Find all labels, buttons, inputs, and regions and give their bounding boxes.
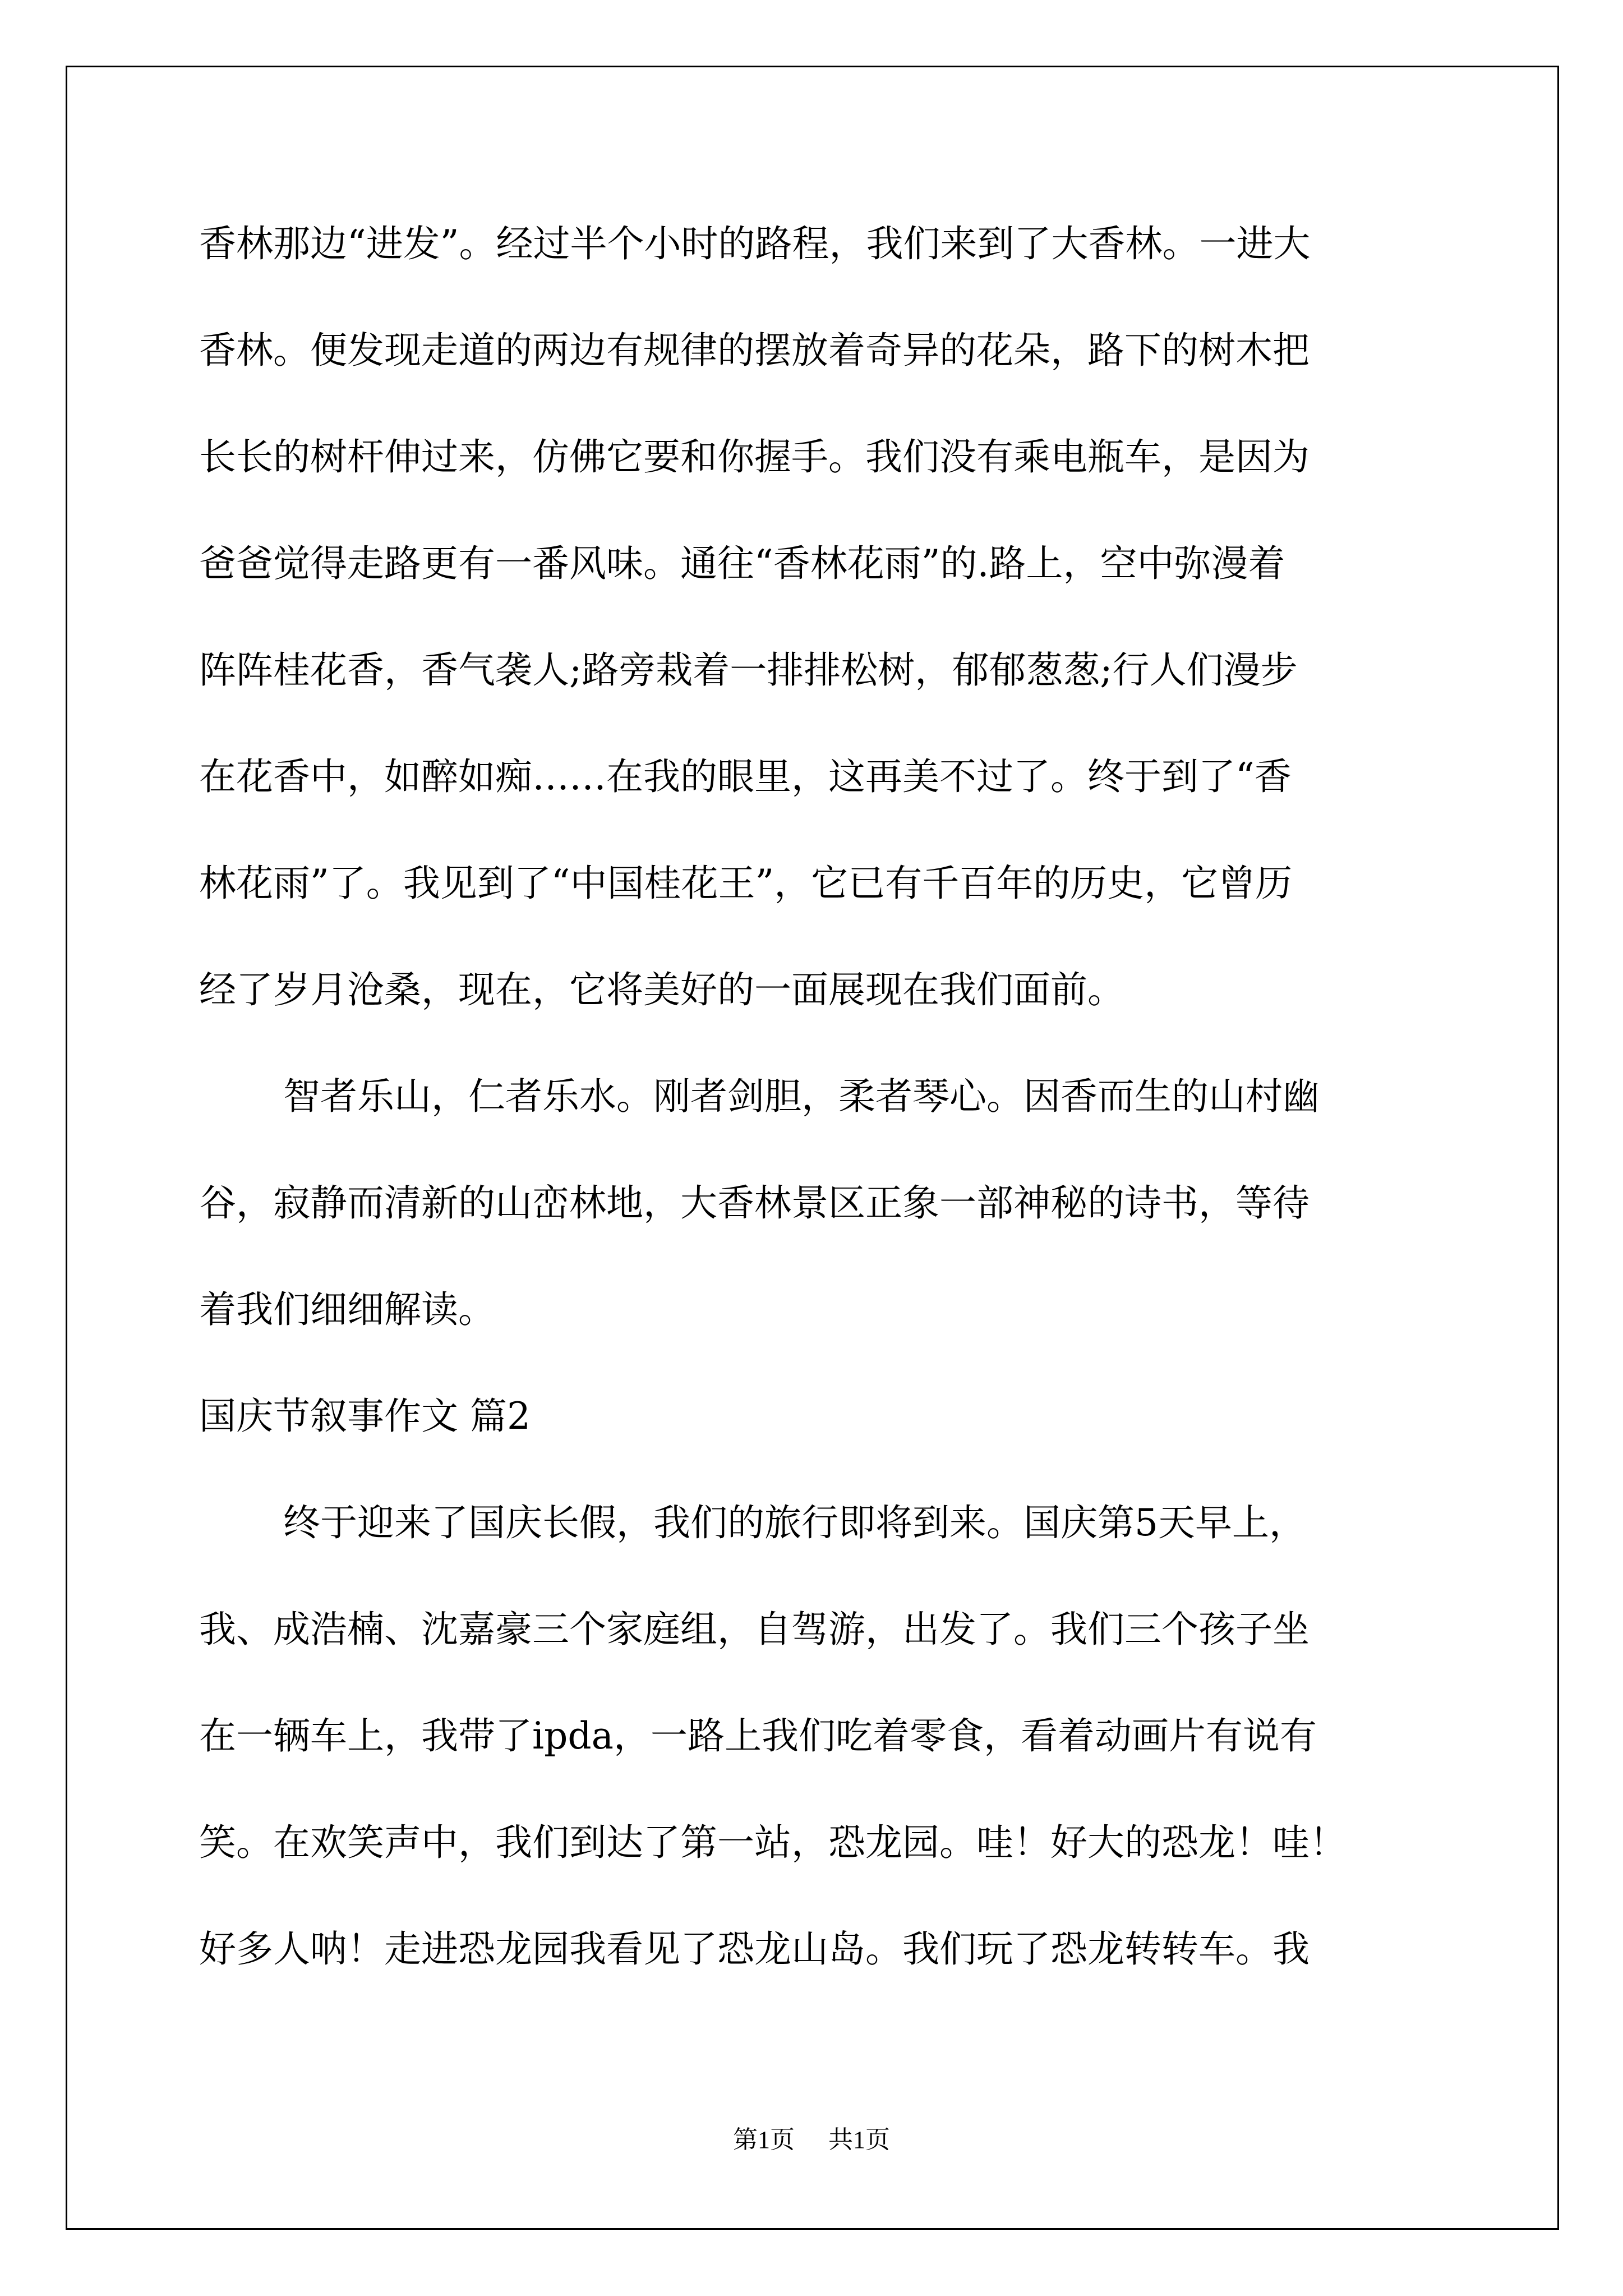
text-line: 笑。在欢笑声中，我们到达了第一站，恐龙园。哇！好大的恐龙！哇！: [199, 1821, 1347, 1864]
paragraph-start: 终于迎来了国庆长假，我们的旅行即将到来。国庆第5天早上，: [283, 1501, 1306, 1544]
page-number-current: 第1页: [733, 2126, 795, 2154]
page-number-total: 共1页: [828, 2126, 890, 2154]
text-line: 我、成浩楠、沈嘉豪三个家庭组，自驾游，出发了。我们三个孩子坐: [199, 1608, 1310, 1651]
text-line: 在花香中，如醉如痴……在我的眼里，这再美不过了。终于到了“香: [199, 755, 1292, 798]
text-line: 长长的树杆伸过来，仿佛它要和你握手。我们没有乘电瓶车，是因为: [199, 435, 1310, 478]
text-line: 爸爸觉得走路更有一番风味。通往“香林花雨”的.路上，空中弥漫着: [199, 542, 1285, 585]
text-line: 香林。便发现走道的两边有规律的摆放着奇异的花朵，路下的树木把: [199, 329, 1310, 372]
section-heading: 国庆节叙事作文 篇2: [199, 1395, 531, 1438]
page-footer: [0, 2119, 1623, 2155]
paragraph-start: 智者乐山，仁者乐水。刚者剑胆，柔者琴心。因香而生的山村幽: [283, 1075, 1320, 1118]
document-body: [199, 213, 1433, 2025]
text-line: 经了岁月沧桑，现在，它将美好的一面展现在我们面前。: [199, 968, 1124, 1011]
text-line: 香林那边“进发”。经过半个小时的路程，我们来到了大香林。一进大: [199, 222, 1311, 265]
text-line: 林花雨”了。我见到了“中国桂花王”，它已有千百年的历史，它曾历: [199, 862, 1293, 905]
text-line: 好多人呐！走进恐龙园我看见了恐龙山岛。我们玩了恐龙转转车。我: [199, 1927, 1310, 1971]
text-line: 阵阵桂花香，香气袭人;路旁栽着一排排松树，郁郁葱葱;行人们漫步: [199, 648, 1298, 692]
text-line: 谷，寂静而清新的山峦林地，大香林景区正象一部神秘的诗书，等待: [199, 1181, 1310, 1225]
text-line: 着我们细细解读。: [199, 1288, 495, 1331]
text-line: 在一辆车上，我带了ipda，一路上我们吃着零食，看着动画片有说有: [199, 1714, 1317, 1757]
